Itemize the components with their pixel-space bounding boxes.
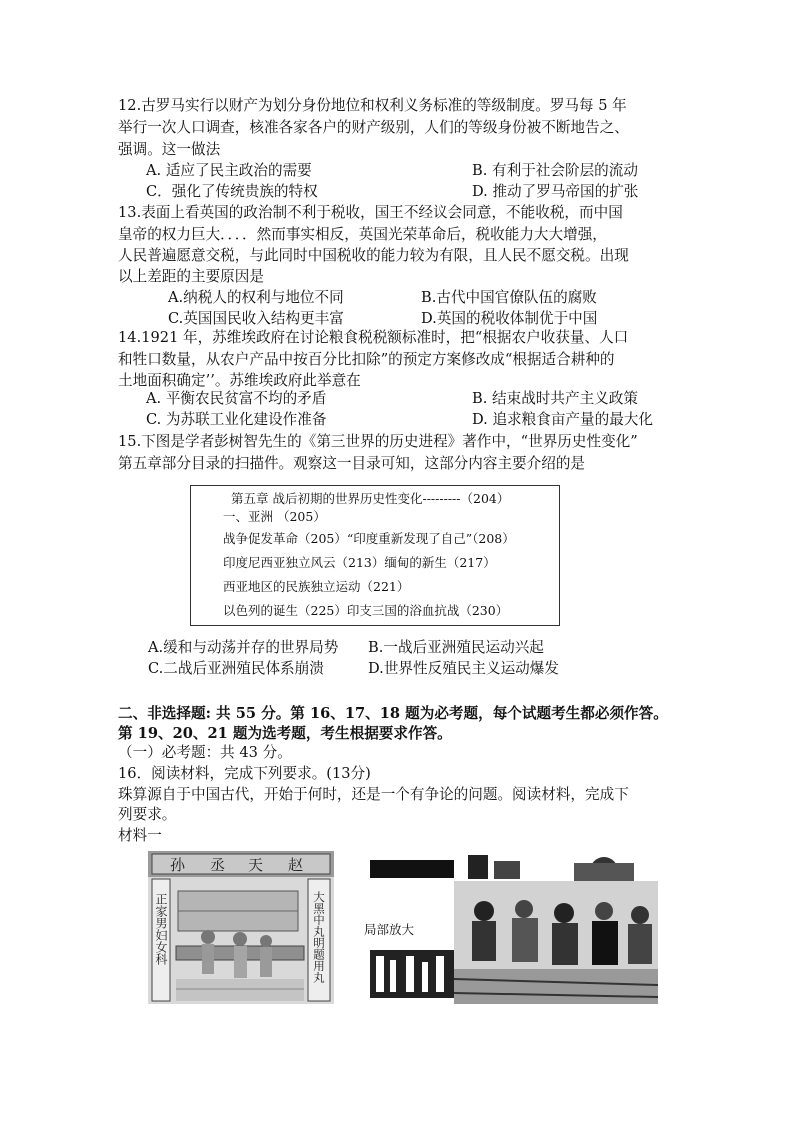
q16-title: 16．阅读材料，完成下列要求。(13分) <box>118 765 371 782</box>
toc-entry: 以色列的诞生（225）印支三国的浴血抗战（230） <box>223 603 509 618</box>
toc-entry: 印度尼西亚独立风云（213）缅甸的新生（217） <box>223 555 496 570</box>
q12-stem-line-3: 强调。这一做法 <box>118 141 221 158</box>
pharmacy-shop-illustration <box>148 851 334 1004</box>
crowd-woodcut-illustration <box>454 851 658 1004</box>
q13-option-d: D.英国的税收体制优于中国 <box>421 310 598 327</box>
toc-entry: 战争促发革命（205）“印度重新发现了自己”（208） <box>223 531 515 546</box>
q12-option-d: D. 推动了罗马帝国的扩张 <box>472 183 639 200</box>
q15-option-a: A.缓和与动荡并存的世界局势 <box>148 639 339 656</box>
shop-sign-char: 天 <box>248 856 264 874</box>
q12-stem-line-1: 12.古罗马实行以财产为划分身份地位和权利义务标准的等级制度。罗马每 5 年 <box>118 97 627 114</box>
q12-option-b: B. 有利于社会阶层的流动 <box>472 162 638 179</box>
enlarged-detail-illustration <box>364 860 460 998</box>
q14-option-c: C. 为苏联工业化建设作准备 <box>146 411 327 428</box>
q12-stem-line-2: 举行一次人口调查，核准各家各户的财产级别，人们的等级身份被不断地告之、 <box>118 119 629 136</box>
q14-stem-line-2: 和牲口数量，从农户产品中按百分比扣除”的预定方案修改成“根据适合耕种的 <box>118 351 615 368</box>
q14-stem-line-3: 土地面积确定’’。苏维埃政府此举意在 <box>118 372 361 389</box>
toc-entry: 西亚地区的民族独立运动（221） <box>223 579 410 594</box>
q14-stem-line-1: 14.1921 年，苏维埃政府在讨论粮食税税额标准时，把“根据农户收获量、人口 <box>118 329 629 346</box>
left-banner: 正家男妇女科 <box>154 893 168 965</box>
q13-stem-line-3: 人民普遍愿意交税，与此同时中国税收的能力较为有限，且人民不愿交税。出现 <box>118 247 629 264</box>
q12-option-c: C．强化了传统贵族的特权 <box>146 183 318 200</box>
section-2-subheading: （一）必考题：共 43 分。 <box>118 744 292 761</box>
section-2-heading-line-2: 第 19、20、21 题为选考题，考生根据要求作答。 <box>118 725 452 742</box>
shop-sign-char: 孙 <box>170 856 186 874</box>
table-of-contents-scan <box>190 485 560 626</box>
shop-sign-char: 丞 <box>210 856 226 874</box>
q14-option-a: A. 平衡农民贫富不均的矛盾 <box>146 390 327 407</box>
right-banner: 大黑中丸明题用丸 <box>312 891 326 983</box>
q13-stem-line-1: 13.表面上看英国的政治制不利于税收，国王不经议会同意，不能收税，而中国 <box>118 204 623 221</box>
q13-stem-line-4: 以上差距的主要原因是 <box>118 268 264 285</box>
q15-option-b: B.一战后亚洲殖民运动兴起 <box>368 639 544 656</box>
toc-section-asia: 一、亚洲 （205） <box>223 509 326 524</box>
q16-intro-line-2: 列要求。 <box>118 806 177 823</box>
q13-option-c: C.英国国民收入结构更丰富 <box>168 310 344 327</box>
q15-option-d: D.世界性反殖民主义运动爆发 <box>368 660 559 677</box>
q12-option-a: A. 适应了民主政治的需要 <box>146 162 312 179</box>
q15-stem-line-2: 第五章部分目录的扫描件。观察这一目录可知，这部分内容主要介绍的是 <box>118 455 586 472</box>
q16-intro-line-1: 珠算源自于中国古代，开始于何时，还是一个有争论的问题。阅读材料，完成下 <box>118 786 629 803</box>
material-1-label: 材料一 <box>118 827 162 844</box>
q13-option-a: A.纳税人的权利与地位不同 <box>168 289 344 306</box>
shop-sign-char: 赵 <box>288 856 304 874</box>
enlarge-caption: 局部放大 <box>364 922 415 937</box>
q14-option-b: B. 结束战时共产主义政策 <box>472 390 638 407</box>
q15-stem-line-1: 15.下图是学者彭树智先生的《第三世界的历史进程》著作中，“世界历史性变化” <box>118 433 638 450</box>
q14-option-d: D. 追求粮食亩产量的最大化 <box>472 411 653 428</box>
q13-stem-line-2: 皇帝的权力巨大．．．．然而事实相反，英国光荣革命后，税收能力大大增强， <box>118 226 607 243</box>
toc-chapter-title: 第五章 战后初期的世界历史性变化---------（204） <box>231 491 510 506</box>
q15-option-c: C.二战后亚洲殖民体系崩溃 <box>148 660 324 677</box>
section-2-heading-line-1: 二、非选择题: 共 55 分。第 16、17、18 题为必考题，每个试题考生都必须作答。 <box>118 705 668 722</box>
q13-option-b: B.古代中国官僚队伍的腐败 <box>421 289 597 306</box>
